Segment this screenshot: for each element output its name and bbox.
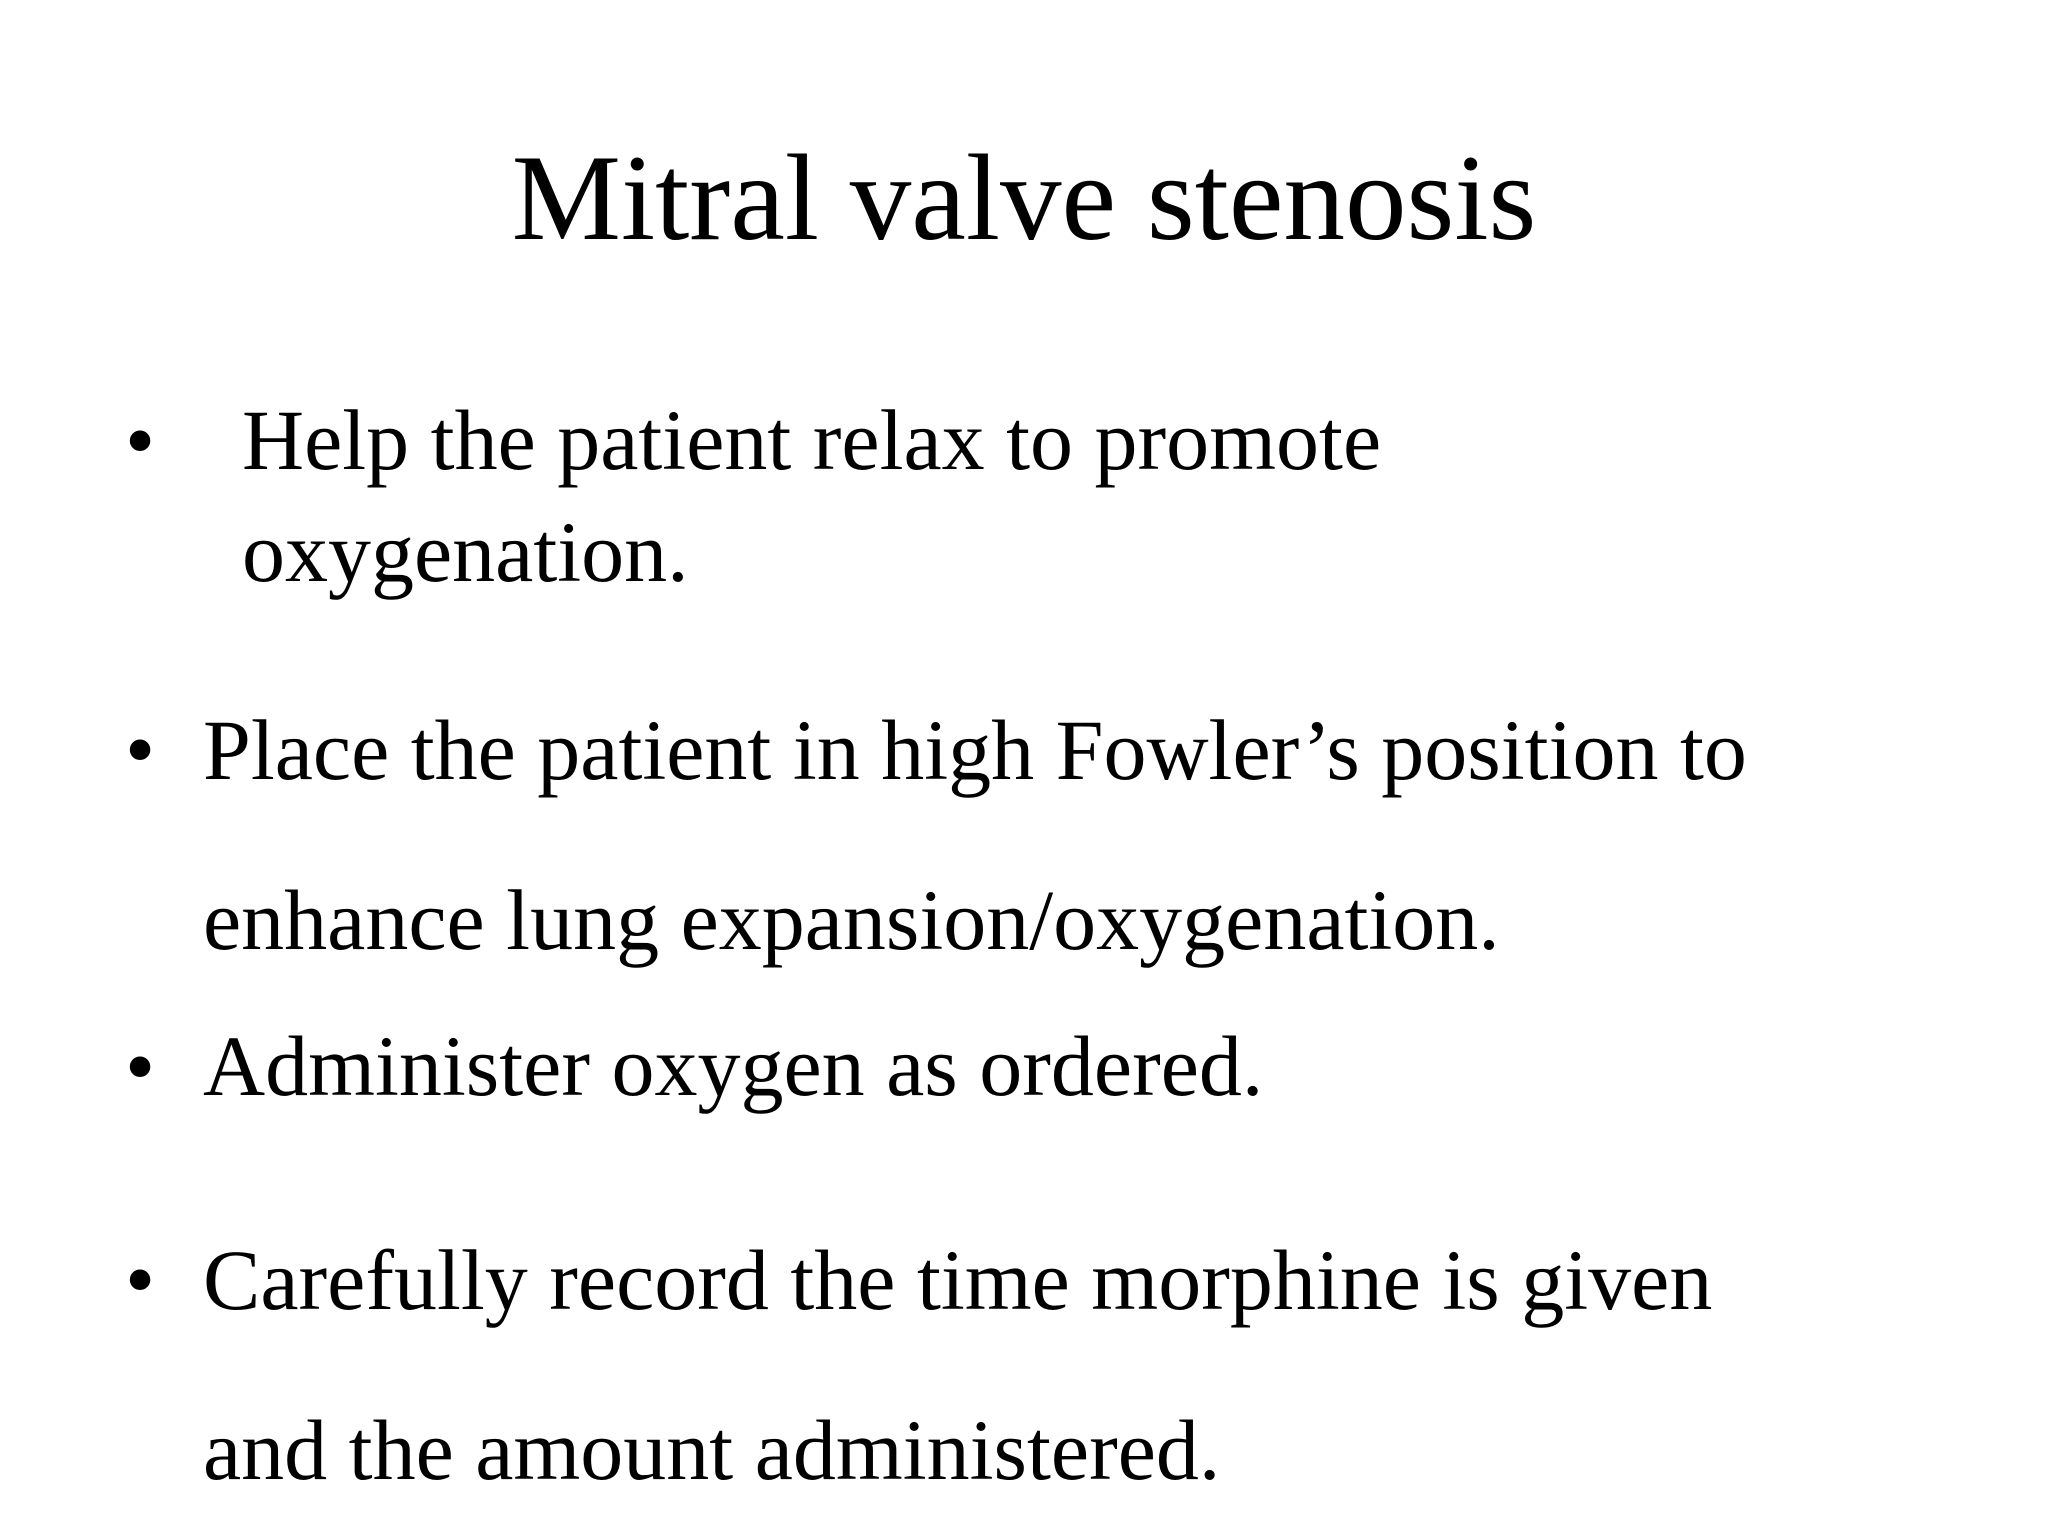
bullet-marker: •	[125, 701, 156, 797]
bullet-text-line: and the amount administered.	[203, 1402, 1221, 1498]
bullet-text-line: enhance lung expansion/oxygenation.	[203, 872, 1500, 968]
bullet-item	[125, 1010, 1264, 1122]
bullet-text-line: Help the patient relax to promote	[242, 392, 1382, 488]
bullet-text-line: oxygenation.	[242, 504, 689, 600]
slide-title: Mitral valve stenosis	[511, 129, 1537, 266]
bullet-item	[125, 665, 1747, 1005]
bullet-item	[125, 384, 1382, 608]
bullet-text-line: Place the patient in high Fowler’s position to	[203, 702, 1747, 798]
bullet-item	[125, 1195, 1713, 1535]
bullet-text-line: Carefully record the time morphine is given	[203, 1232, 1713, 1328]
bullet-text-line: Administer oxygen as ordered.	[203, 1018, 1264, 1114]
bullet-marker: •	[125, 1018, 156, 1114]
bullet-marker: •	[125, 392, 156, 488]
bullet-marker: •	[125, 1231, 156, 1327]
